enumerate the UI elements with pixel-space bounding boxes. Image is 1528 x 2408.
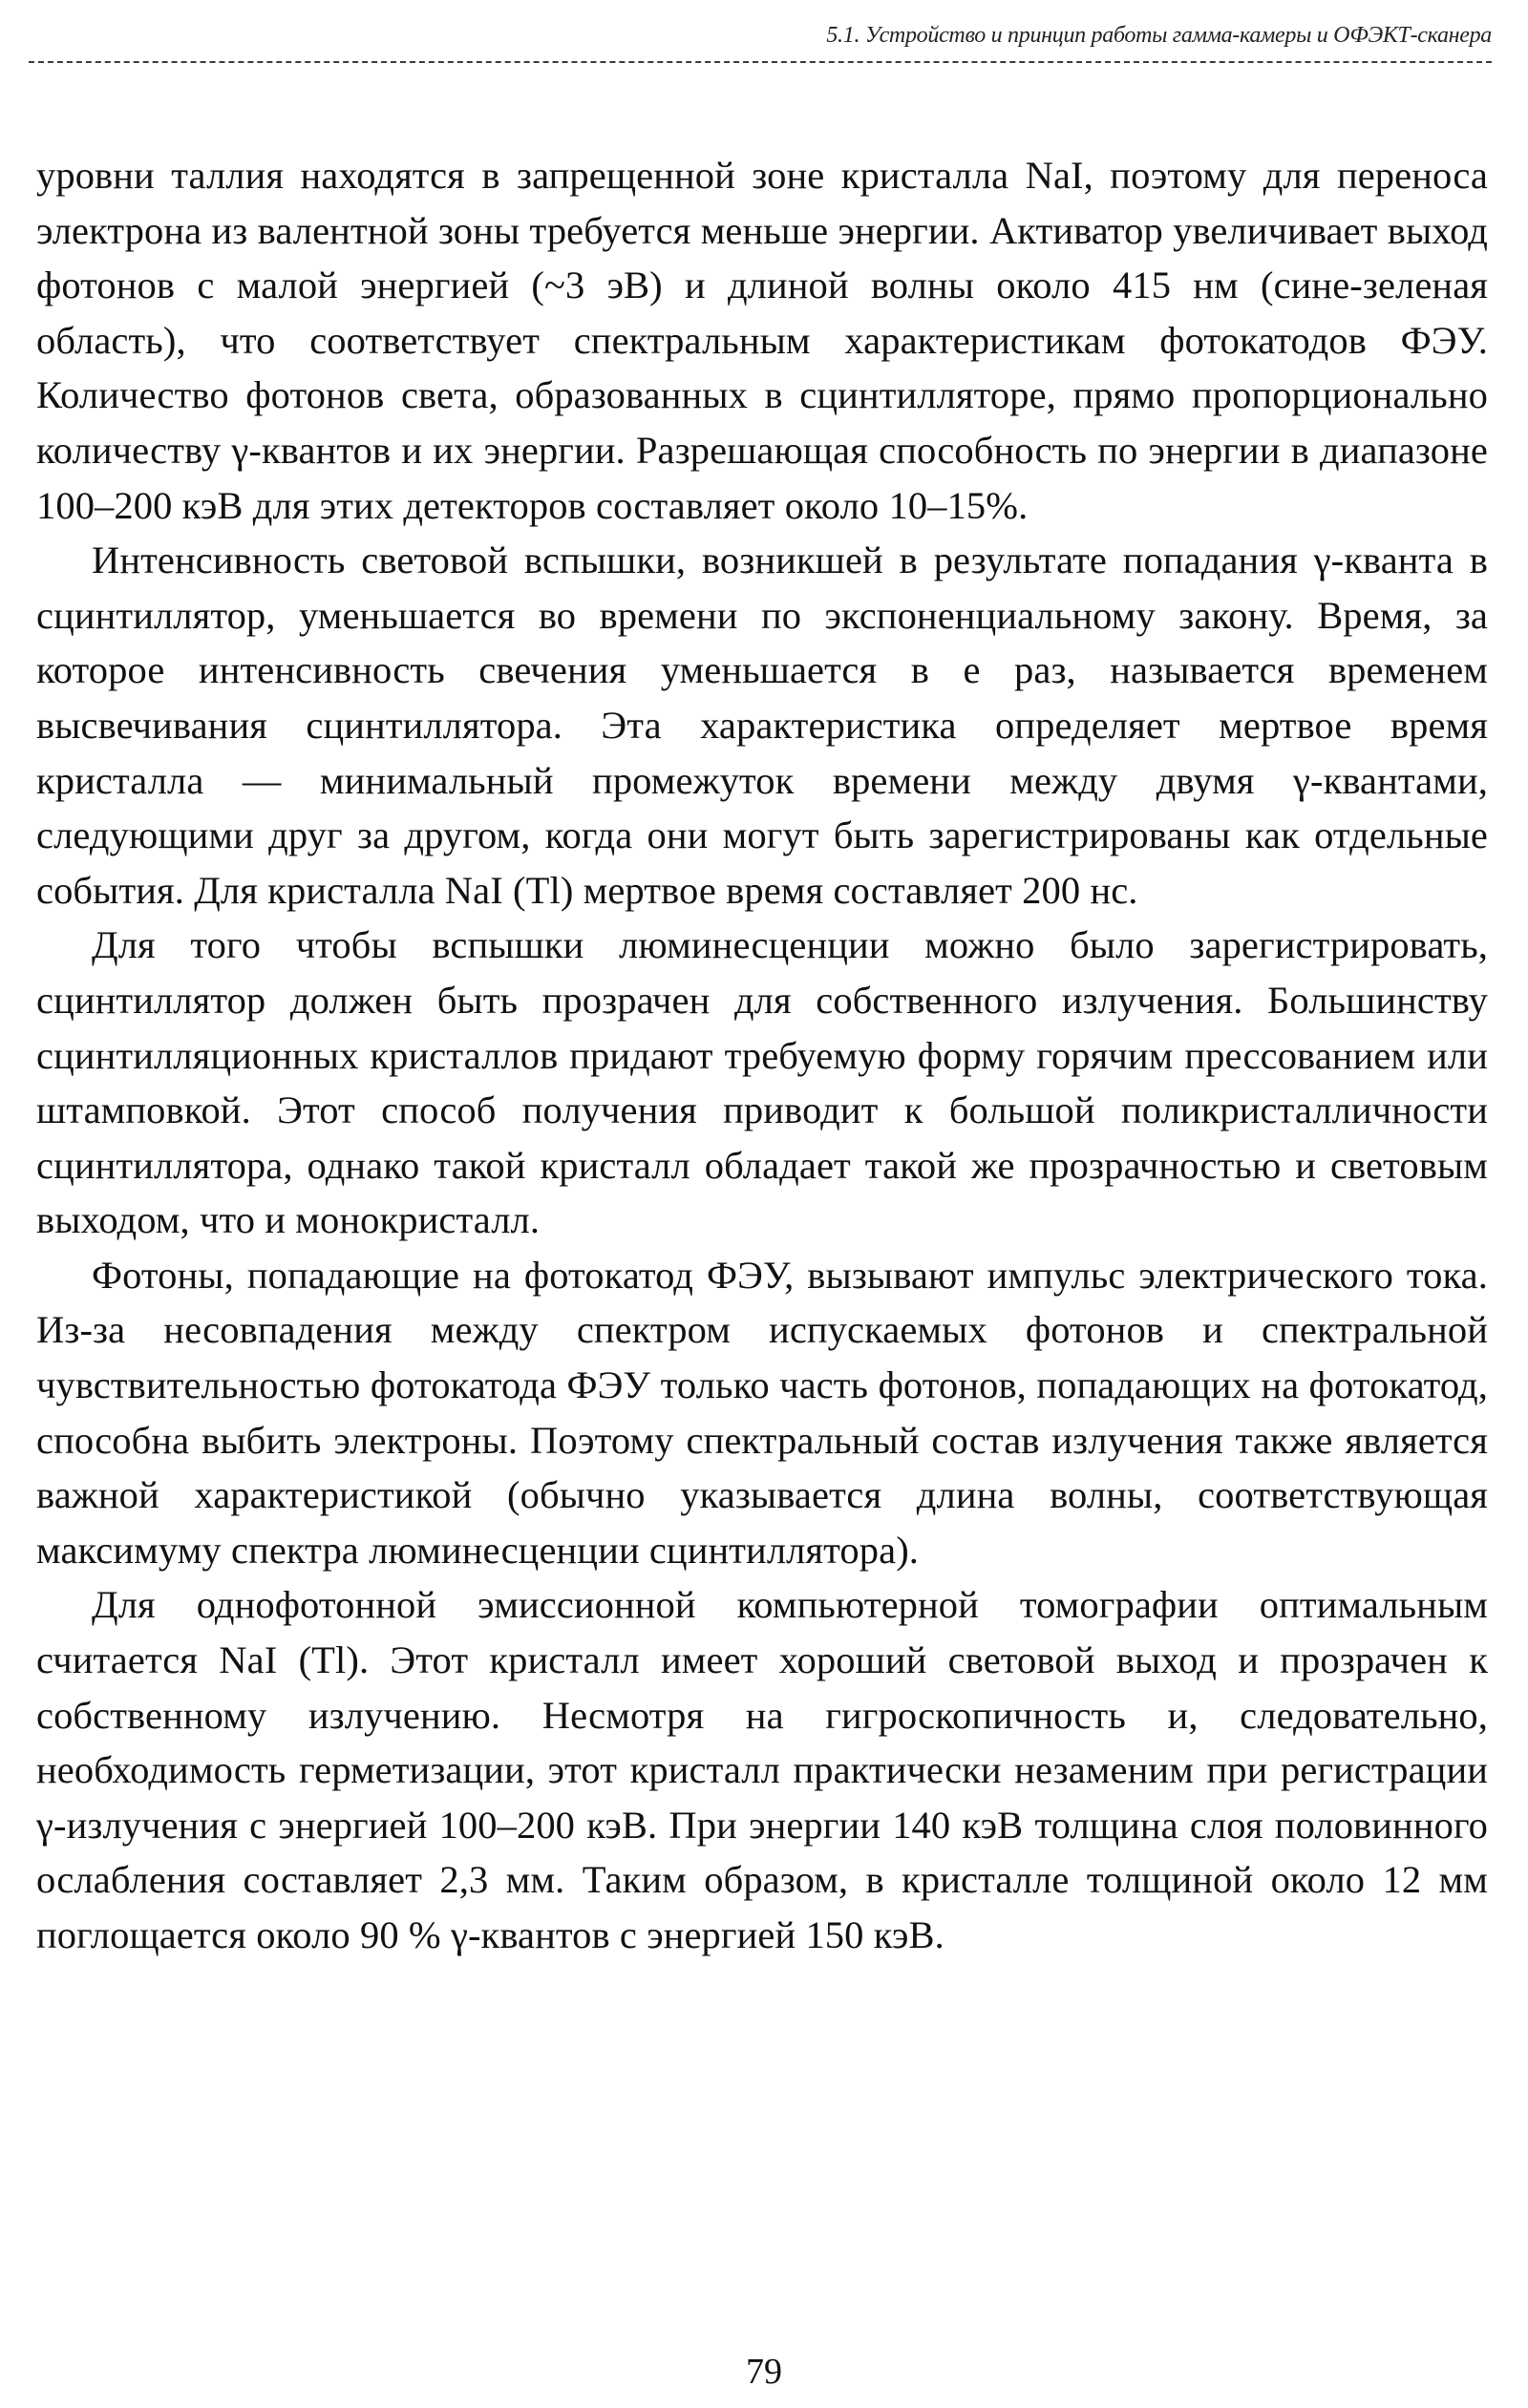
paragraph-photocathode: Фотоны, попадающие на фотокатод ФЭУ, вызывают импульс электрического тока. Из-за несовпадения между спектром испускаемых фотонов и спектральной чувствительностью фотокатода ФЭУ только часть фотонов, попадающих на фотокатод, способна выбить электроны. Поэтому спектральный состав излучения также является важной характеристикой (обычно указывается длина волны, соответствующая максимуму спектра люминесценции сцинтиллятора).: [36, 1253, 1488, 1572]
paragraph-transparency: Для того чтобы вспышки люминесценции можно было зарегистрировать, сцинтиллятор должен быть прозрачен для собственного излучения. Большинству сцинтилляционных кристаллов придают требуемую форму горячим прессованием или штамповкой. Этот способ получения приводит к большой поликристалличности сцинтиллятора, однако такой кристалл обладает такой же прозрачностью и световым выходом, что и монокристалл.: [36, 923, 1488, 1242]
paragraph-scintillation-decay: Интенсивность световой вспышки, возникшей в результате попадания γ-кванта в сцинтиллятор, уменьшается во времени по экспоненциальному закону. Время, за которое интенсивность свечения уменьшается в e раз, называется временем высвечивания сцинтиллятора. Эта характеристика определяет мертвое время кристалла — минимальный промежуток времени между двумя γ-квантами, следующими друг за другом, когда они могут быть зарегистрированы как отдельные события. Для кристалла NaI (Tl) мертвое время составляет 200 нс.: [36, 539, 1488, 912]
page-body: [36, 148, 1488, 1963]
header-divider: [29, 61, 1492, 63]
page-number: 79: [746, 2352, 782, 2392]
running-header: 5.1. Устройство и принцип работы гамма-камеры и ОФЭКТ-сканера: [826, 23, 1492, 48]
paragraph-spect-crystal: Для однофотонной эмиссионной компьютерной томографии оптимальным считается NaI (Tl). Этот кристалл имеет хороший световой выход и прозрачен к собственному излучению. Несмотря на гигроскопичность и, следовательно, необходимость герметизации, этот кристалл практически незаменим при регистрации γ-излучения с энергией 100–200 кэВ. При энергии 140 кэВ толщина слоя половинного ослабления составляет 2,3 мм. Таким образом, в кристалле толщиной около 12 мм поглощается около 90 % γ-квантов с энергией 150 кэВ.: [36, 1583, 1488, 1956]
paragraph-continued: уровни таллия находятся в запрещенной зоне кристалла NaI, поэтому для переноса электрона из валентной зоны требуется меньше энергии. Активатор увеличивает выход фотонов с малой энергией (~3 эВ) и длиной волны около 415 нм (сине-зеленая область), что соответствует спектральным характеристикам фотокатодов ФЭУ. Количество фотонов света, образованных в сцинтилляторе, прямо пропорционально количеству γ-квантов и их энергии. Разрешающая способность по энергии в диапазоне 100–200 кэВ для этих детекторов составляет около 10–15%.: [36, 154, 1488, 527]
